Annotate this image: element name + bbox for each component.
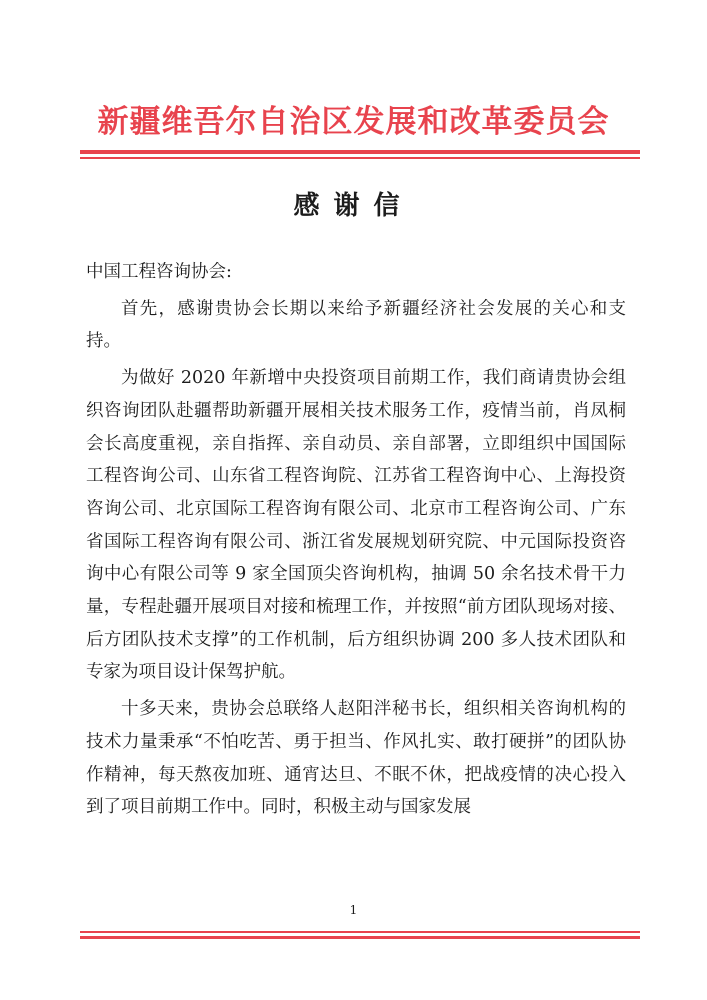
paragraph-3: 十多天来，贵协会总联络人赵阳泮秘书长，组织相关咨询机构的技术力量秉承“不怕吃苦、勇于担当、作风扎实、敢打硬拼”的团队协作精神，每天熬夜加班、通宵达旦、不眠不休，把战疫情的决心投入到了项目前期工作中。同时，积极主动与国家发展	[86, 699, 626, 818]
paragraph-1: 首先，感谢贵协会长期以来给予新疆经济社会发展的关心和支持。	[86, 298, 626, 352]
letterhead-organization: 新疆维吾尔自治区发展和改革委员会	[97, 104, 610, 140]
paragraph-2: 为做好 2020 年新增中央投资项目前期工作，我们商请贵协会组织咨询团队赴疆帮助新疆开展相关技术服务工作，疫情当前，肖凤桐会长高度重视，亲自指挥、亲自动员、亲自部署，立即组织中国国际工程咨询公司、山东省工程咨询院、江苏省工程咨询中心、上海投资咨询公司、北京国际工程咨询有限公司、北京市工程咨询公司、广东省国际工程咨询有限公司、浙江省发展规划研究院、中元国际投资咨询中心有限公司等 9 家全国顶尖咨询机构，抽调 50 余名技术骨干力量，专程赴疆开展项目对接和梳理工作，并按照“前方团队现场对接、后方团队技术支撑”的工作机制，后方组织协调 200 多人技术团队和专家为项目设计保驾护航。	[86, 368, 626, 683]
letter-title: 感谢信	[293, 191, 414, 221]
salutation: 中国工程咨询协会:	[86, 262, 232, 282]
letter-body	[86, 256, 626, 824]
letterhead-rule-thick	[80, 150, 640, 154]
footer-rule-thick	[80, 936, 640, 939]
footer-rule-thin	[80, 931, 640, 933]
letterhead-rule-thin	[80, 157, 640, 159]
page-number: 1	[349, 903, 358, 917]
